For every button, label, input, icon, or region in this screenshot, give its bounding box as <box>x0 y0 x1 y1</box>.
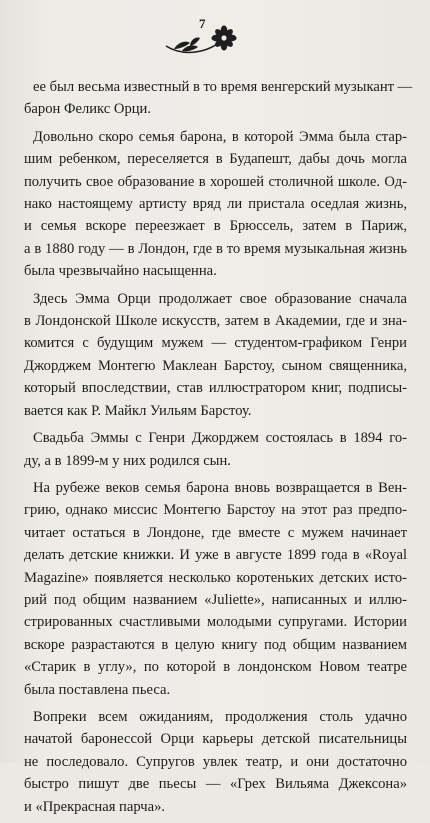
text-line: ее был весьма известный в то время венгерский музыкант — <box>33 79 413 95</box>
text-line: Довольно скоро семья барона, в которой Эмма была стар- <box>33 128 407 145</box>
text-line: была поставлена пьеса. <box>24 681 171 698</box>
paragraph <box>24 126 407 283</box>
text-line: Magazine» появляется несколько коротеньких детских исто- <box>24 569 407 586</box>
text-line: рий под общим названием «Juliette», написанных и иллю- <box>24 591 407 608</box>
text-line: вается как Р. Майкл Уильям Барстоу. <box>24 402 252 419</box>
text-line: Джорджем Монтегю Маклеан Барстоу, сыном священника, <box>24 357 407 374</box>
text-line: нако настоящему артисту вряд ли пристала оседлая жизнь, <box>24 196 407 213</box>
text-line: Вопреки всем ожиданиям, продолжения столь удачно <box>33 708 407 725</box>
page-number: 7 <box>199 16 206 31</box>
text-line: вскоре разрастаются в целую книгу под общим названием <box>24 636 407 653</box>
text-line: в Лондонской Школе искусств, затем в Академии, где и зна- <box>24 313 407 330</box>
paragraph <box>24 76 413 121</box>
text-line: стрированных счастливыми молодыми супругами. Истории <box>24 614 407 631</box>
paragraph <box>24 706 407 818</box>
text-line: «Старик в углу», по которой в лондонском Новом театре <box>24 659 407 676</box>
text-line: была чрезвычайно насыщенна. <box>24 263 217 280</box>
text-line: не последовало. Супругов увлек театр, и они достаточно <box>24 753 407 770</box>
text-line: быстро пишут две пьесы — «Грех Вильяма Джексона» <box>24 776 407 793</box>
text-line: получить свое образование в хорошей столичной школе. Од- <box>24 173 407 190</box>
text-line: грию, однако миссис Монтегю Барстоу на этот раз предпо- <box>24 502 407 519</box>
text-line: и «Прекрасная парча». <box>24 798 166 815</box>
text-line: Свадьба Эммы с Генри Джорджем состоялась в 1894 го- <box>33 430 407 447</box>
text-line: ду, а в 1899-м у них родился сын. <box>24 452 231 469</box>
text-line: На рубеже веков семья барона вновь возвращается в Вен- <box>33 479 407 496</box>
text-line: комится с будущим мужем — студентом-графиком Генри <box>24 335 407 352</box>
text-line: барон Феликс Орци. <box>24 101 152 118</box>
paragraph <box>24 427 407 472</box>
paragraph <box>24 288 407 422</box>
text-line: а в 1880 году — в Лондон, где в то время музыкальная жизнь <box>24 240 407 257</box>
text-line: который впоследствии, став иллюстратором книг, подписы- <box>24 380 407 397</box>
page-header <box>0 14 430 60</box>
text-line: делать детские книжки. И уже в августе 1899 года в «Royal <box>24 547 407 564</box>
body-text <box>24 76 413 823</box>
paragraph <box>24 477 407 701</box>
text-line: Здесь Эмма Орци продолжает свое образование сначала <box>33 290 407 307</box>
text-line: шим ребенком, переселяется в Будапешт, дабы дочь могла <box>24 151 407 168</box>
text-line: начатой баронессой Орци карьеры детской писательницы <box>24 731 407 748</box>
text-line: и семья вскоре переезжает в Брюссель, затем в Париж, <box>24 218 407 235</box>
text-line: читает остаться в Лондоне, где вместе с мужем начинает <box>24 524 407 541</box>
